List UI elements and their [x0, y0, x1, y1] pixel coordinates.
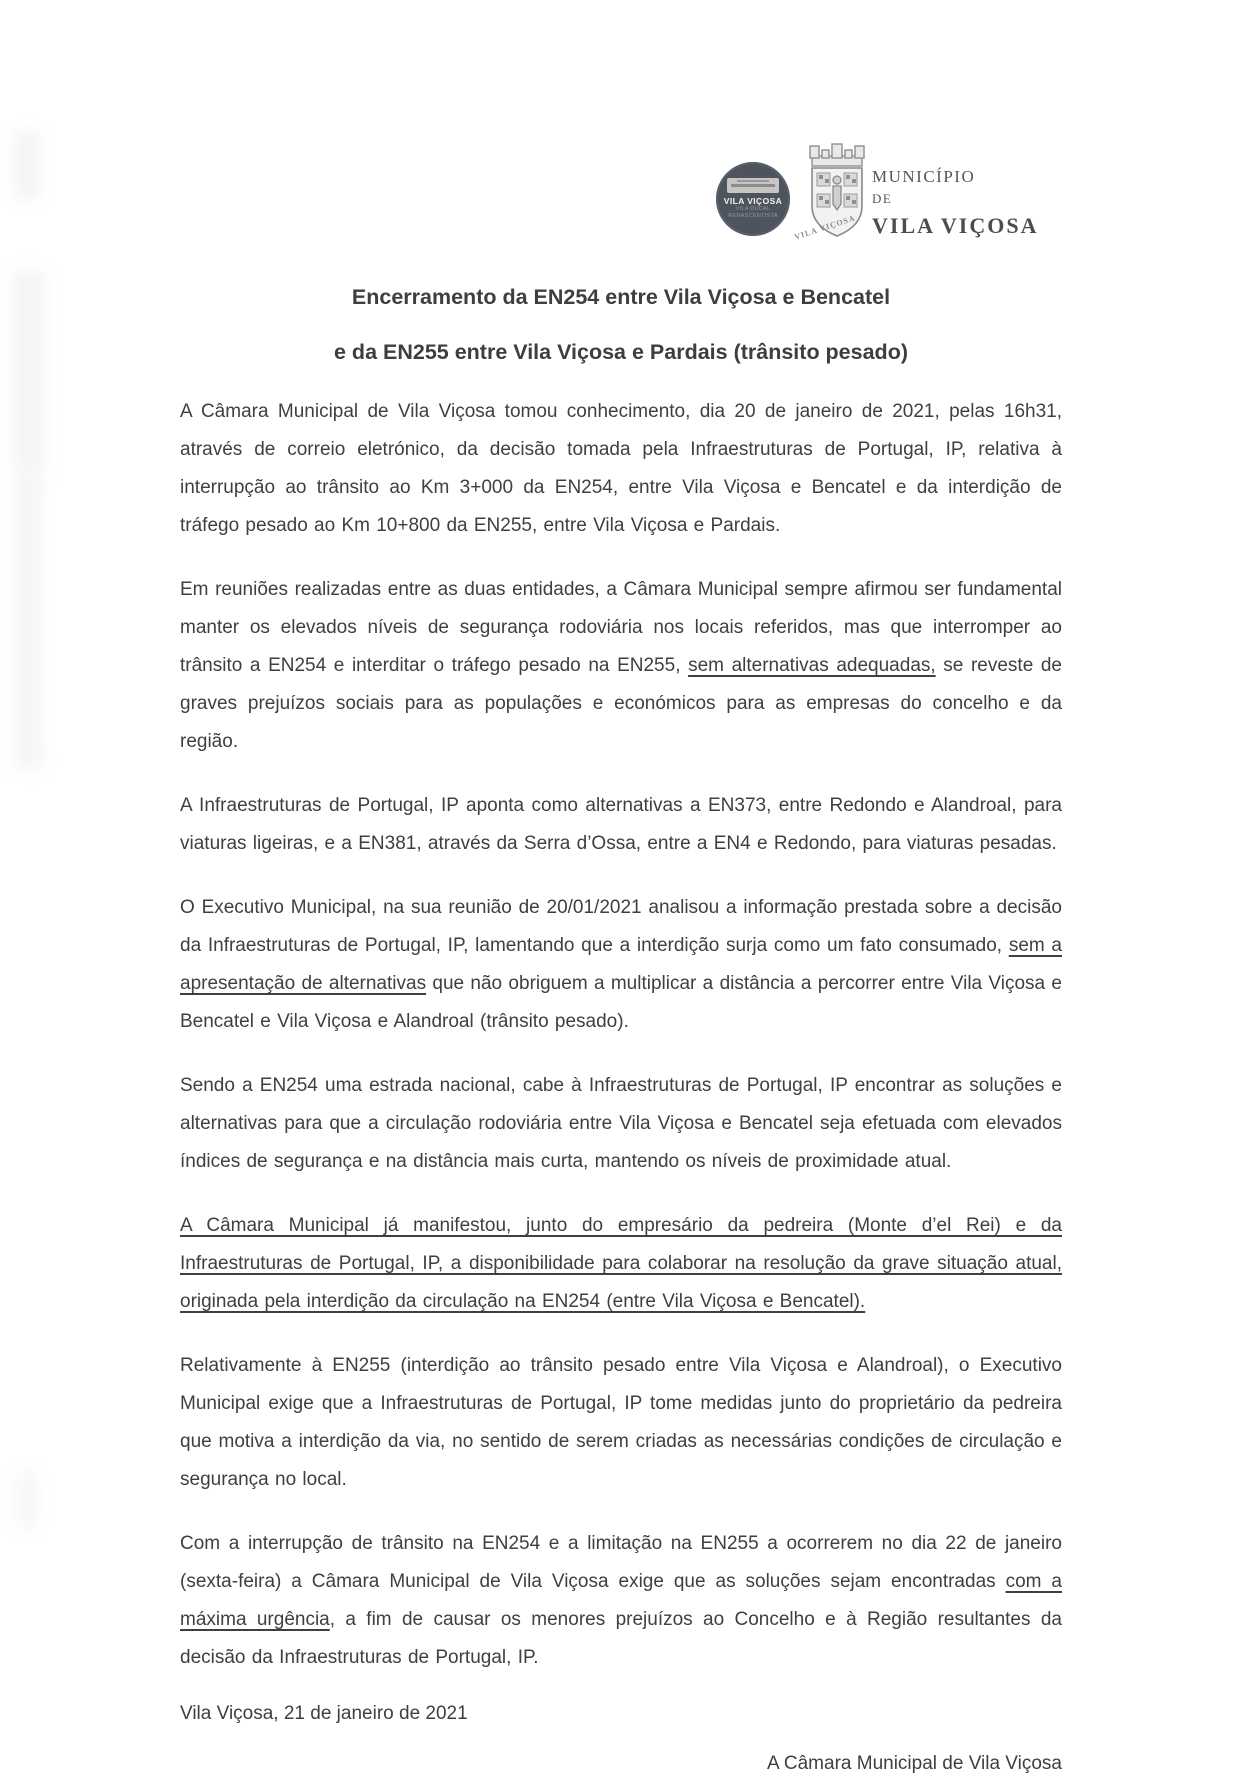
municipality-name-block: [872, 167, 1132, 239]
date-line: Vila Viçosa, 21 de janeiro de 2021: [180, 1703, 468, 1724]
underlined-text: A Câmara Municipal já manifestou, junto do empresário da pedreira (Monte d’el Rei) e da Infraestruturas de Portugal, IP, a disponibilidade para colaborar na resolução da grave situação atual, originada pela interdição da circulação na EN254 (entre Vila Viçosa e Bencatel).: [180, 1215, 1062, 1312]
title-line-2: e da EN255 entre Vila Viçosa e Pardais (trânsito pesado): [334, 340, 908, 364]
palace-photo-strip: [727, 178, 779, 193]
badge-title: VILA VIÇOSA: [723, 196, 783, 206]
crest-caption: VILA VIÇOSA: [793, 213, 857, 242]
scan-artifact: [16, 1470, 38, 1530]
body-text-segment: Sendo a EN254 uma estrada nacional, cabe à Infraestruturas de Portugal, IP encontrar as soluções e alternativas para que a circulação rodoviária entre Vila Viçosa e Bencatel seja efetuada com elevados índices de segurança e na distância mais curta, mantendo os níveis de proximidade atual.: [180, 1075, 1062, 1172]
document-content: [180, 285, 1062, 1775]
body-text-segment: , a fim de causar os menores prejuízos ao Concelho e à Região resultantes da decisão da Infraestruturas de Portugal, IP.: [180, 1609, 1062, 1668]
document-title: [180, 285, 1062, 365]
title-line-1: Encerramento da EN254 entre Vila Viçosa e Bencatel: [351, 285, 891, 309]
body-text-segment: O Executivo Municipal, na sua reunião de 20/01/2021 analisou a informação prestada sobre a decisão da Infraestruturas de Portugal, IP, lamentando que a interdição surja como um fato consumado,: [180, 897, 1062, 956]
body-text-segment: A Infraestruturas de Portugal, IP aponta como alternativas a EN373, entre Redondo e Alandroal, para viaturas ligeiras, e a EN381, através da Serra d’Ossa, entre a EN4 e Redondo, para viaturas pesadas.: [180, 795, 1062, 854]
letterhead: [0, 0, 1242, 260]
underlined-text: sem a apresentação de alternativas: [180, 935, 1062, 994]
vila-vicosa-round-badge-logo: [716, 162, 790, 236]
body-text-segment: Em reuniões realizadas entre as duas entidades, a Câmara Municipal sempre afirmou ser fundamental manter os elevados níveis de segurança rodoviária nos locais referidos, mas que interromper ao trânsito a EN254 e interditar o tráfego pesado na EN255,: [180, 579, 1062, 676]
body-text-segment: Com a interrupção de trânsito na EN254 e a limitação na EN255 a ocorrerem no dia 22 de janeiro (sexta-feira) a Câmara Municipal de Vila Viçosa exige que as soluções sejam encontradas: [180, 1533, 1062, 1592]
signature-line: A Câmara Municipal de Vila Viçosa: [766, 1753, 1062, 1774]
body-text-segment: Relativamente à EN255 (interdição ao trânsito pesado entre Vila Viçosa e Alandroal), o Executivo Municipal exige que a Infraestruturas de Portugal, IP tome medidas junto do proprietário da pedreira que motiva a interdição da via, no sentido de serem criadas as necessárias condições de circulação e segurança no local.: [180, 1355, 1062, 1490]
paragraph: [180, 571, 1062, 761]
badge-subtitle-line2: RENASCENTISTA: [728, 213, 778, 219]
body-text-segment: se reveste de graves prejuízos sociais para as populações e económicos para as empresas do concelho e da região.: [180, 655, 1062, 752]
underlined-text: com a máxima urgência: [180, 1571, 1062, 1630]
underlined-text: sem alternativas adequadas,: [688, 655, 936, 676]
paragraph: [180, 787, 1062, 863]
scan-artifact: [14, 470, 44, 770]
paragraph: [180, 393, 1062, 545]
paragraph: [180, 1525, 1062, 1677]
paragraph: [180, 1067, 1062, 1181]
paragraph: [180, 1347, 1062, 1499]
badge-subtitle-line1: VILA DUCAL: [735, 206, 771, 212]
paragraph: [180, 1207, 1062, 1321]
document-body: [180, 393, 1062, 1677]
municipality-line3: VILA VIÇOSA: [872, 213, 1039, 238]
body-text-segment: A Câmara Municipal de Vila Viçosa tomou conhecimento, dia 20 de janeiro de 2021, pelas 16h31, através de correio eletrónico, da decisão tomada pela Infraestruturas de Portugal, IP, relativa à interrupção ao trânsito ao Km 3+000 da EN254, entre Vila Viçosa e Bencatel e da interdição de tráfego pesado ao Km 10+800 da EN255, entre Vila Viçosa e Pardais.: [180, 401, 1062, 536]
body-text-segment: que não obriguem a multiplicar a distância a percorrer entre Vila Viçosa e Bencatel e Vila Viçosa e Alandroal (trânsito pesado).: [180, 973, 1062, 1032]
municipality-line1: MUNICÍPIO: [872, 167, 976, 186]
scan-artifact: [12, 270, 46, 470]
municipality-line2: DE: [872, 191, 893, 206]
paragraph: [180, 889, 1062, 1041]
